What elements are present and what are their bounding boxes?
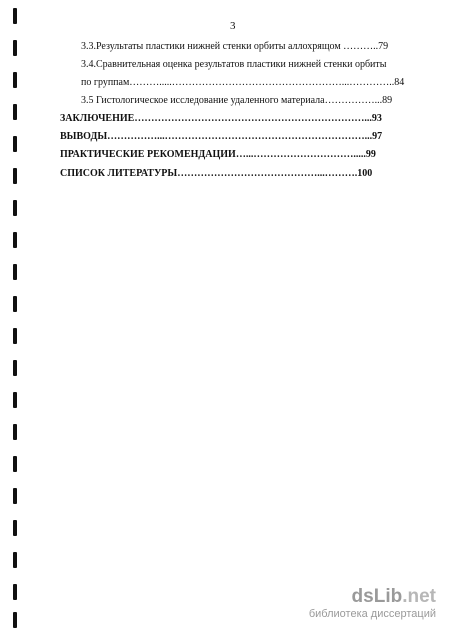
- toc-entry-findings: ВЫВОДЫ……………...……………………………………………………...97: [60, 131, 383, 142]
- watermark-tagline: библиотека диссертаций: [308, 608, 436, 620]
- site-watermark: [309, 586, 436, 620]
- toc-entry-references: СПИСОК ЛИТЕРАТУРЫ……………………………………...……….100: [60, 168, 373, 179]
- toc-entry-3-4-continued: по группам……….....……………………………………………...…………..84: [81, 77, 405, 88]
- watermark-logo: [309, 586, 436, 607]
- toc-entry-3-3: 3.3.Результаты пластики нижней стенки орбиты аллохрящом ………..79: [81, 41, 389, 52]
- toc-entry-3-5: 3.5 Гистологическое исследование удаленного материала……………...89: [81, 95, 393, 106]
- toc-entry-recommendations: ПРАКТИЧЕСКИЕ РЕКОМЕНДАЦИИ…...………………………….....99: [60, 149, 376, 160]
- toc-entry-3-4: 3.4.Сравнительная оценка результатов пластики нижней стенки орбиты: [81, 59, 387, 70]
- watermark-domain: .net: [402, 586, 436, 607]
- page-number: 3: [230, 20, 236, 32]
- watermark-brand: dsLib: [351, 586, 403, 607]
- toc-entry-conclusion: ЗАКЛЮЧЕНИЕ……………………………………………………………...93: [60, 113, 382, 124]
